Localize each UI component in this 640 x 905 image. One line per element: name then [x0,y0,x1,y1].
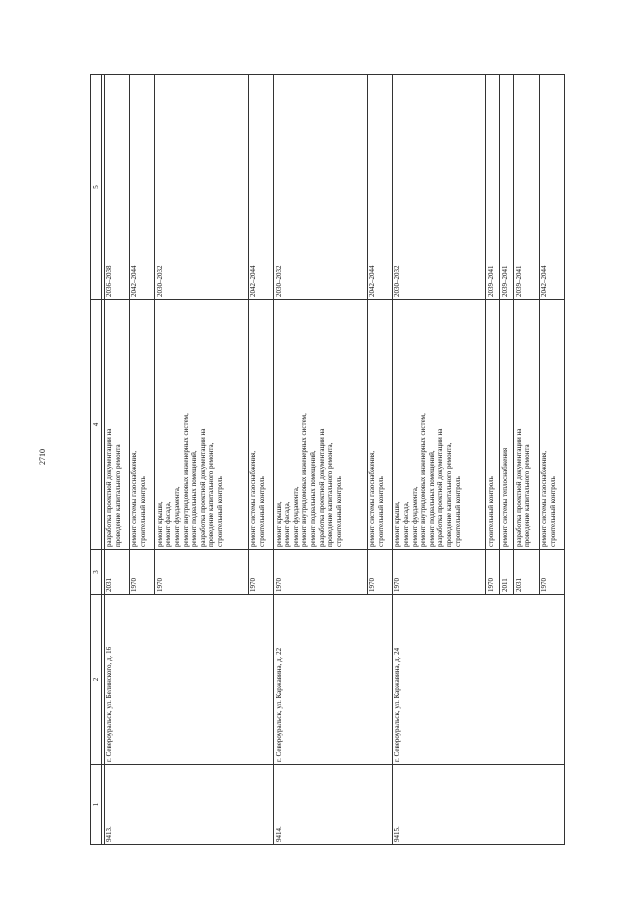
work-line: ремонт фасада, [283,501,292,547]
entry-number-cell: 9414. [274,765,393,845]
work-cell [539,300,564,550]
work-line: ремонт фундамента, [172,486,181,547]
work-line: строительный контроль [453,476,462,547]
period-cell: 2039–2041 [500,75,514,300]
work-cell [248,300,273,550]
work-line: строительный контроль [376,476,385,547]
period-cell: 2042–2044 [248,75,273,300]
year-cell: 1970 [274,550,367,595]
work-line: разработка проектной документации на [436,428,445,547]
work-line: ремонт подвальных помещений, [190,450,199,547]
entry-number-cell: 9413. [104,765,273,845]
header-cell: 4 [91,300,102,550]
work-line: ремонт системы газоснабжения, [249,450,258,547]
work-line: ремонт фундамента, [410,486,419,547]
period-cell: 2042–2044 [129,75,154,300]
work-line: ремонт фасада, [401,501,410,547]
work-line: ремонт внутридомовых инженерных систем, [300,413,309,547]
work-line: ремонт системы газоснабжения, [130,450,139,547]
period-cell: 2030–2032 [392,75,485,300]
work-cell [392,300,485,550]
work-cell [367,300,392,550]
work-line: ремонт подвальных помещений, [308,450,317,547]
entry-number-cell: 9415. [392,765,564,845]
work-line: ремонт системы газоснабжения, [368,450,376,547]
work-cell [155,300,248,550]
work-line: строительный контроль [486,476,495,547]
work-line: проведение капитального ремонта, [444,442,453,547]
work-line: строительный контроль [257,476,266,547]
work-line: ремонт крыши, [155,501,164,547]
header-cell: 1 [91,765,102,845]
year-cell: 1970 [392,550,485,595]
work-line: ремонт фасада, [164,501,173,547]
year-cell: 2031 [514,550,539,595]
work-cell [486,300,500,550]
work-cell [514,300,539,550]
repair-schedule-table [90,74,565,845]
table-row [274,75,367,845]
address-cell: г. Североуральск, ул. Каржавина, д. 22 [274,595,393,765]
period-cell: 2042–2044 [367,75,392,300]
work-cell [129,300,154,550]
address-cell: г. Североуральск, ул. Белинского, д. 16 [104,595,273,765]
work-line: ремонт внутридомовых инженерных систем, [419,413,428,547]
page-number: 2710 [38,449,47,465]
period-cell: 2039–2041 [514,75,539,300]
work-line: проведение капитального ремонта, [326,442,335,547]
year-cell: 1970 [367,550,392,595]
header-cell: 3 [91,550,102,595]
year-cell: 1970 [539,550,564,595]
work-line: строительный контроль [215,476,224,547]
work-line: разработка проектной документации на [105,428,114,547]
work-line: ремонт внутридомовых инженерных систем, [181,413,190,547]
work-line: ремонт фундамента, [291,486,300,547]
year-cell: 1970 [155,550,248,595]
work-line: проведение капитального ремонта [523,444,532,547]
table-row [392,75,485,845]
work-line: строительный контроль [548,476,557,547]
work-line: ремонт крыши, [274,501,283,547]
header-row [91,75,102,845]
period-cell: 2030–2032 [155,75,248,300]
year-cell: 2031 [104,550,129,595]
year-cell: 1970 [486,550,500,595]
year-cell: 1970 [129,550,154,595]
header-cell: 5 [91,75,102,300]
year-cell: 2011 [500,550,514,595]
work-line: проведение капитального ремонта, [207,442,216,547]
work-cell [104,300,129,550]
work-line: ремонт крыши, [393,501,402,547]
work-cell [274,300,367,550]
period-cell: 2039–2041 [486,75,500,300]
work-line: проведение капитального ремонта [113,444,122,547]
period-cell: 2036–2038 [104,75,129,300]
work-line: разработка проектной документации на [514,428,523,547]
period-cell: 2030–2032 [274,75,367,300]
work-line: ремонт системы газоснабжения, [540,450,549,547]
work-line: ремонт подвальных помещений, [427,450,436,547]
work-line: разработка проектной документации на [198,428,207,547]
period-cell: 2042–2044 [539,75,564,300]
rotated-table-container [90,75,565,845]
year-cell: 1970 [248,550,273,595]
header-cell: 2 [91,595,102,765]
work-line: строительный контроль [139,476,148,547]
work-line: разработка проектной документации на [317,428,326,547]
address-cell: г. Североуральск, ул. Каржавина, д. 24 [392,595,564,765]
work-line: строительный контроль [334,476,343,547]
work-line: ремонт системы теплоснабжения [500,447,509,547]
table-row [104,75,129,845]
work-cell [500,300,514,550]
